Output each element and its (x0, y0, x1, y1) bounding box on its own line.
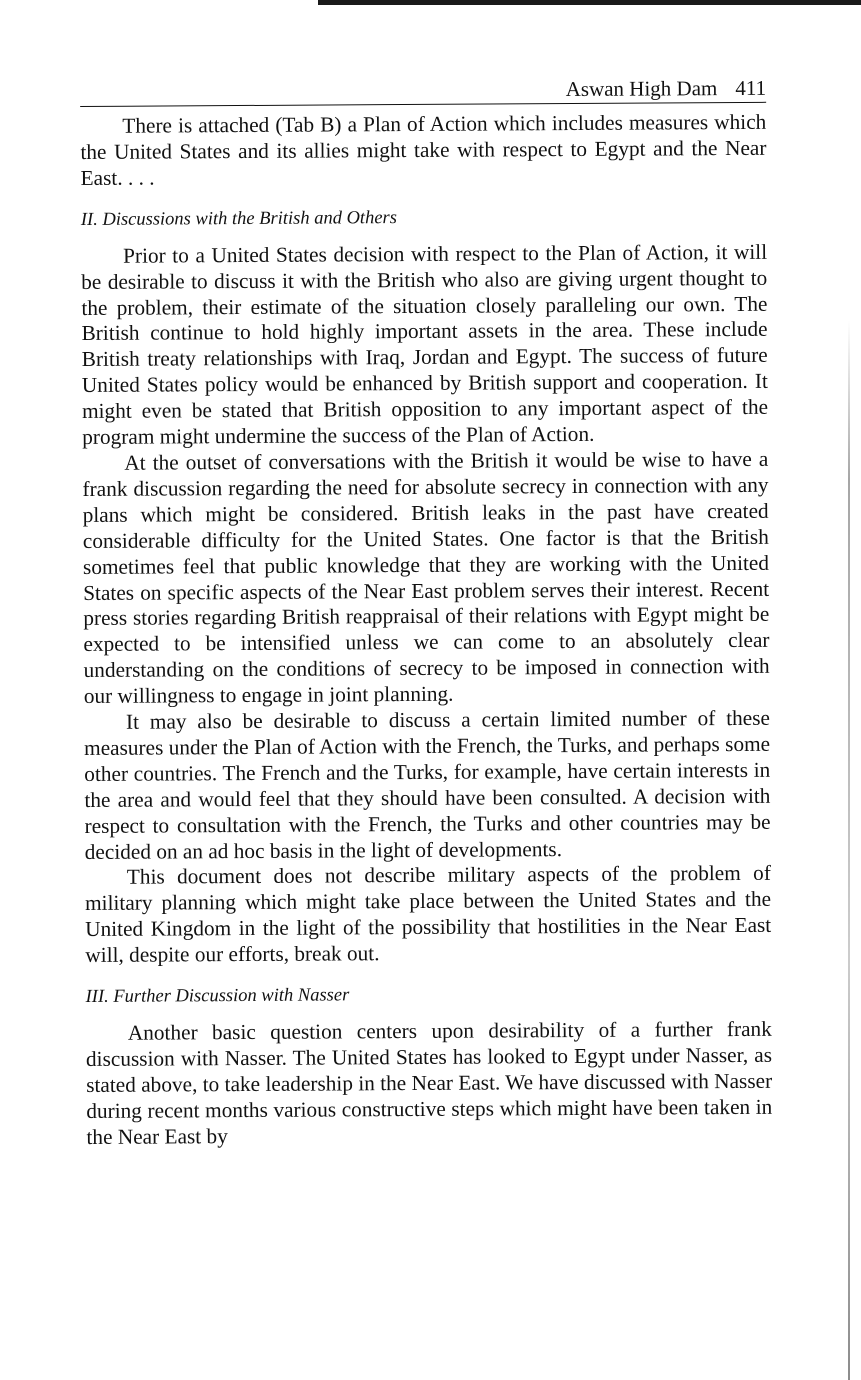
page-body (80, 103, 772, 1151)
paragraph: This document does not describe military aspects of the problem of military planning which might take place between the United States and the United Kingdom in the light of the possibility that hostilities in the Near East will, despite our efforts, break out. (84, 861, 772, 968)
paragraph: It may also be desirable to discuss a certain limited number of these measures under the Plan of Action with the French, the Turks, and perhaps some other countries. The French and the Turks, for example, have certain interests in the area and would feel that they should have been consulted. A decision with respect to consultation with the French, the Turks and other countries may be decided on an ad hoc basis in the light of developments. (84, 705, 771, 864)
paragraph: Prior to a United States decision with respect to the Plan of Action, it will be desirable to discuss it with the British who also are giving urgent thought to the problem, their estimate of the situation closely paralleling our own. The British continue to hold highly important assets in the area. These include British treaty relationships with Iraq, Jordan and Egypt. The success of future United States policy would be enhanced by British support and cooperation. It might even be stated that British opposition to any important aspect of the program might undermine the success of the Plan of Action. (81, 239, 769, 450)
page-number: 411 (735, 75, 767, 100)
header-right (566, 74, 767, 103)
scan-right-edge (848, 320, 850, 1380)
book-page (80, 74, 773, 1151)
section-heading-3: III. Further Discussion with Nasser (85, 985, 350, 1008)
scan-top-border (318, 0, 861, 5)
paragraph: At the outset of conversations with the British it would be wise to have a frank discussion regarding the need for absolute secrecy in connection with any plans which might be considered. British leaks in the past have created considerable difficulty for the United States. One factor is that the British sometimes feel that public knowledge that they are working with the United States on specific aspects of the Near East problem serves their interest. Recent press stories regarding British reappraisal of their relations with Egypt might be expected to be intensified unless we can come to an absolutely clear understanding on the conditions of secrecy to be imposed in connection with our willingness to engage in joint planning. (82, 446, 770, 709)
section-heading-2: II. Discussions with the British and Others (80, 207, 397, 230)
paragraph: There is attached (Tab B) a Plan of Action which includes measures which the United States and its allies might take with respect to Egypt and the Near East. . . . (80, 109, 767, 190)
running-title: Aswan High Dam (565, 76, 718, 102)
running-header (80, 74, 766, 107)
paragraph: Another basic question centers upon desirability of a further frank discussion with Nasser. The United States has looked to Egypt under Nasser, as stated above, to take leadership in the Near East. We have discussed with Nasser during recent months various constructive steps which might have been taken in the Near East by (85, 1016, 773, 1149)
